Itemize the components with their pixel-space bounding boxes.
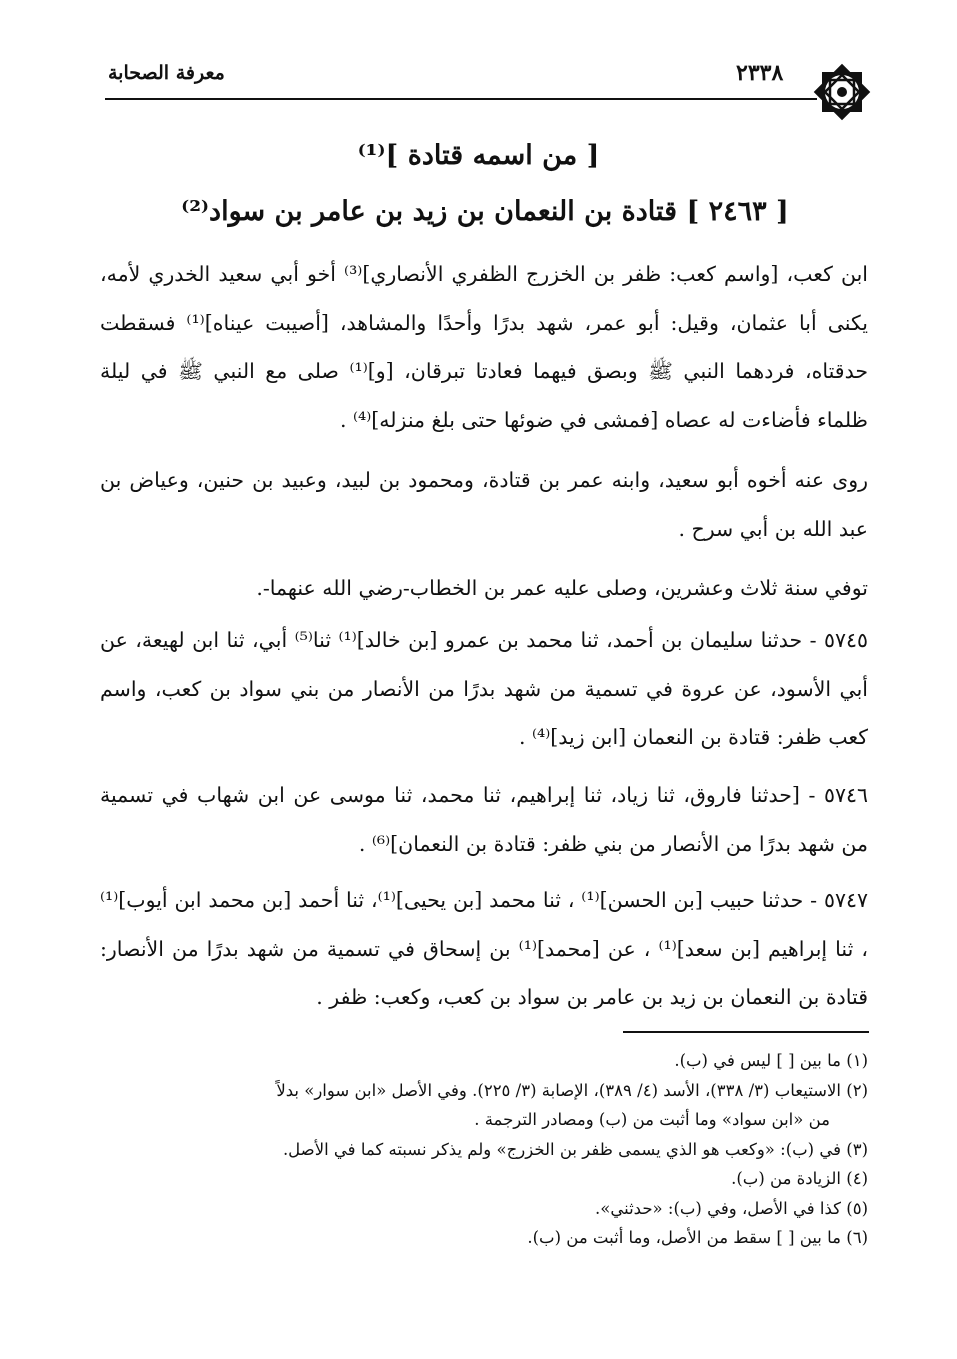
footnote-2: (٢) الاستيعاب (٣/ ٣٣٨)، الأسد (٤/ ٣٨٩)، الإصابة (٣/ ٢٢٥). وفي الأصل «ابن سوار» بدلاً: [276, 1080, 868, 1100]
hadith-5746: ٥٧٤٦ - [حدثنا فاروق، ثنا زياد، ثنا إبراهيم، ثنا محمد، ثنا موسى عن ابن شهاب في تسمية من شهد بدرًا من الأنصار من بني ظفر: قتادة بن النعمان]⁽⁶⁾ .: [100, 783, 868, 856]
death-paragraph: توفي سنة ثلاث وعشرين، وصلى عليه عمر بن الخطاب-رضي الله عنهما-.: [256, 576, 868, 600]
footnote-6: (٦) ما بين [ ] سقط من الأصل، وما أثبت من (ب).: [527, 1228, 868, 1247]
running-header-title: معرفة الصحابة: [108, 62, 225, 84]
footnote-1: (١) ما بين [ ] ليس في (ب).: [674, 1051, 868, 1070]
header-rule: [105, 98, 817, 100]
biography-paragraph: ابن كعب، [واسم كعب: ظفر بن الخزرج الظفري الأنصاري]⁽³⁾ أخو أبي سعيد الخدري لأمه، يكنى أبا عثمان، وقيل: أبو عمر، شهد بدرًا وأحدًا والمشاهد، [أصيبت عيناه]⁽¹⁾ فسقطت حدقتاه، فردهما النبي ﷺ وبصق فيهما فعادتا تبرقان، [و]⁽¹⁾ صلى مع النبي ﷺ في ليلة ظلماء فأضاءت له عصاه [فمشى في ضوئها حتى بلغ منزله]⁽⁴⁾ .: [100, 262, 868, 432]
footnote-3: (٣) في (ب): «وكعب هو الذي يسمى ظفر بن الخزرج» ولم يذكر نسبته كما في الأصل.: [282, 1139, 868, 1159]
page-number: ٢٣٣٨: [736, 60, 784, 86]
octagonal-ornament-icon: [812, 62, 872, 122]
footnote-rule: [623, 1031, 869, 1033]
footnote-2-continued: من «ابن سواد» وما أثبت من (ب) ومصادر الترجمة .: [474, 1110, 830, 1129]
section-heading: [ من اسمه قتادة ]⁽¹⁾: [357, 140, 600, 171]
entry-heading: [ ٢٤٦٣ ] قتادة بن النعمان بن زيد بن عامر بن سواد⁽²⁾: [181, 196, 789, 227]
footnote-5: (٥) كذا في الأصل، وفي (ب): «حدثني».: [595, 1198, 868, 1218]
hadith-5745: ٥٧٤٥ - حدثنا سليمان بن أحمد، ثنا محمد بن عمرو [بن خالد]⁽¹⁾ ثنا⁽⁵⁾ أبي، ثنا ابن لهيعة، عن أبي الأسود، عن عروة في تسمية من شهد بدرًا من الأنصار من بني سواد بن كعب، واسم كعب ظفر: قتادة بن النعمان [ابن زيد]⁽⁴⁾ .: [100, 628, 868, 749]
hadith-5747: ٥٧٤٧ - حدثنا حبيب [بن الحسن]⁽¹⁾ ، ثنا محمد [بن يحيى]⁽¹⁾، ثنا أحمد [بن محمد ابن أيوب]⁽¹⁾ ، ثنا إبراهيم [بن سعد]⁽¹⁾ ، عن [محمد]⁽¹⁾ بن إسحاق في تسمية من شهد بدرًا من الأنصار: قتادة بن النعمان بن زيد بن عامر بن سواد بن كعب، وكعب: ظفر .: [100, 888, 868, 1009]
footnotes: [100, 1046, 868, 1253]
footnote-4: (٤) الزيادة من (ب).: [731, 1169, 868, 1188]
narrators-paragraph: روى عنه أخوه أبو سعيد، وابنه عمر بن قتادة، ومحمود بن لبيد، وعبيد بن حنين، وعياض بن عبد الله بن أبي سرح .: [100, 468, 868, 541]
